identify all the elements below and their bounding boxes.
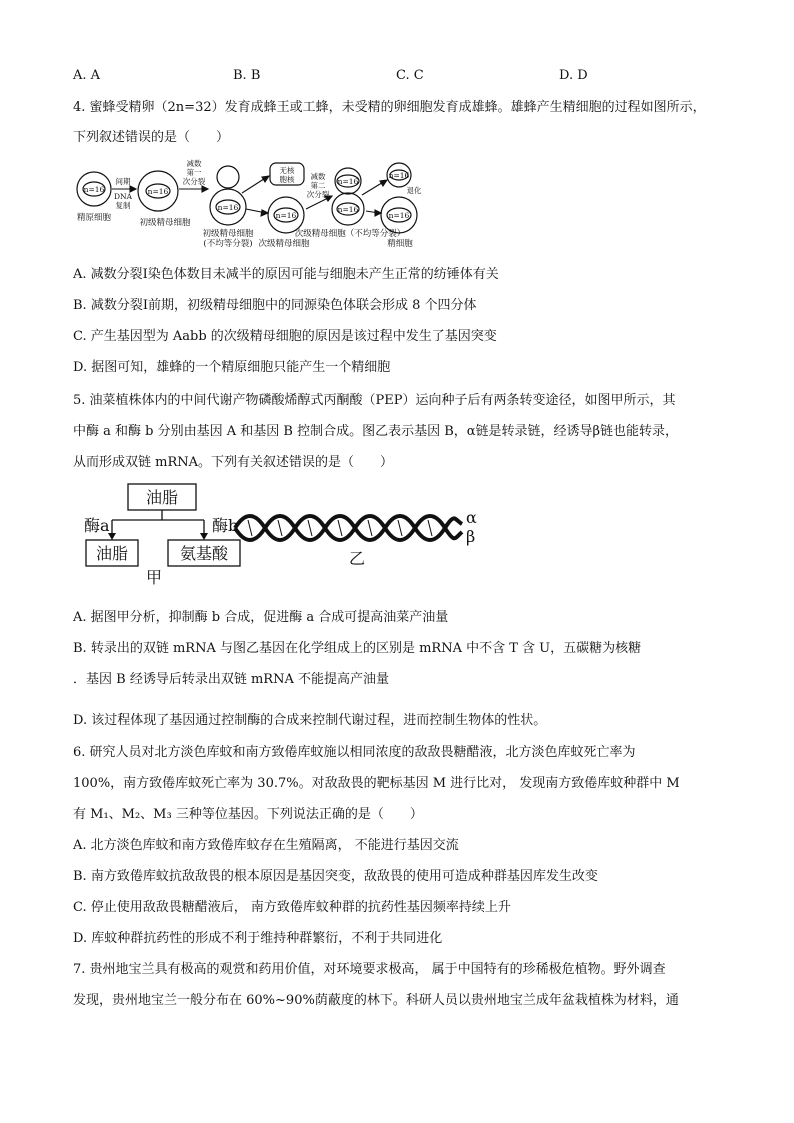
q5-option-c: ．基因 B 经诱导后转录出双链 mRNA 不能提高产油量 [73, 672, 389, 687]
label-n16-degenerate: n=16 [388, 171, 410, 180]
q4-stem-line1: 4. 蜜蜂受精卵（2n=32）发育成蜂王或工蜂，未受精的卵细胞发育成雄蜂。雄蜂产生精细胞的过程如图所示， [73, 100, 706, 115]
label-enzyme-a: 酶a [84, 516, 110, 535]
q7-stem-line1: 7. 贵州地宝兰具有极高的观赏和药用价值，对环境要求极高， 属于中国特有的珍稀极危植物。野外调查 [73, 962, 666, 977]
q4-stem-line2: 下列叙述错误的是（ ） [73, 130, 230, 145]
label-unequal-note: (不均等分裂) [203, 239, 253, 249]
q6-stem-line3: 有 M₁、M₂、M₃ 三种等位基因。下列说法正确的是（ ） [73, 807, 423, 822]
label-secondary-cell: 次级精母细胞 [258, 239, 310, 249]
label-right-box: 氨基酸 [179, 544, 229, 563]
q5-figure [80, 480, 490, 590]
q6-option-b: B. 南方致倦库蚊抗敌敌畏的根本原因是基因突变，敌敌畏的使用可造成种群基因库发生改变 [73, 869, 598, 884]
label-alpha: α [466, 508, 477, 527]
q5-option-b: B. 转录出的双链 mRNA 与图乙基因在化学组成上的区别是 mRNA 中不含 T 含 U，五碳糖为核糖 [73, 641, 642, 656]
label-meiosis2-b: 第二 [310, 181, 326, 190]
q6-option-a: A. 北方淡色库蚊和南方致倦库蚊存在生殖隔离， 不能进行基因交流 [73, 838, 459, 853]
q7-stem-line2: 发现，贵州地宝兰一般分布在 60%~90%荫蔽度的林下。科研人员以贵州地宝兰成年盆栽植株为材料，通 [73, 993, 679, 1008]
label-primary-cell: 初级精母细胞 [139, 218, 191, 228]
label-meiosis1-a: 减数 [186, 159, 202, 168]
label-left-box: 油脂 [95, 544, 129, 563]
label-n16-div-top: n=16 [337, 177, 359, 186]
label-beta: β [466, 527, 476, 546]
label-enzyme-b: 酶b [212, 516, 239, 535]
label-n16-div-bottom: n=16 [337, 205, 359, 214]
label-anucleate-b: 胞核 [279, 175, 295, 184]
q4-option-d: D. 据图可知，雄蜂的一个精原细胞只能产生一个精细胞 [73, 360, 391, 375]
label-degenerate: 退化 [406, 186, 422, 195]
label-n16-secondary: n=16 [275, 211, 297, 220]
label-dna: DNA [114, 192, 132, 201]
q4-option-a: A. 减数分裂Ⅰ染色体数目未减半的原因可能与细胞未产生正常的纺锤体有关 [73, 267, 499, 282]
q4-meiosis-diagram [70, 157, 430, 249]
q5-stem-line2: 中酶 a 和酶 b 分别由基因 A 和基因 B 控制合成。图乙表示基因 B，α链是转录链，经诱导β链也能转录， [73, 424, 679, 439]
prev-option-d: D. D [559, 68, 588, 83]
q5-option-d: D. 该过程体现了基因通过控制酶的合成来控制代谢过程，进而控制生物体的性状。 [73, 713, 547, 728]
q6-stem-line2: 100%，南方致倦库蚊死亡率为 30.7%。对敌敌畏的靶标基因 M 进行比对， 发现南方致倦库蚊种群中 M [73, 776, 680, 791]
q6-stem-line1: 6. 研究人员对北方淡色库蚊和南方致倦库蚊施以相同浓度的敌敌畏糖醋液，北方淡色库蚊死亡率为 [73, 745, 636, 760]
q4-option-b: B. 减数分裂Ⅰ前期，初级精母细胞中的同源染色体联会形成 8 个四分体 [73, 298, 477, 313]
label-primary-unequal: 初级精母细胞 [202, 229, 254, 239]
label-yi: 乙 [348, 549, 366, 568]
q4-option-c: C. 产生基因型为 Aabb 的次级精母细胞的原因是该过程中发生了基因突变 [73, 329, 497, 344]
q5-option-a: A. 据图甲分析，抑制酶 b 合成，促进酶 a 合成可提高油菜产油量 [73, 610, 449, 625]
label-n16-dividing: n=16 [217, 203, 239, 212]
label-n16-sperm: n=16 [388, 211, 410, 220]
prev-option-c: C. C [396, 68, 424, 83]
arrow-head-right [200, 533, 208, 540]
prev-option-b: B. B [233, 68, 261, 83]
label-sperm: 精细胞 [387, 239, 413, 249]
label-jia: 甲 [145, 568, 163, 587]
label-secondary-unequal: 次级精母细胞（不均等分裂） [294, 229, 406, 239]
label-meiosis1-b: 第一 [186, 168, 202, 177]
dividing-bud [217, 166, 239, 188]
q5-stem-line1: 5. 油菜植株体内的中间代谢产物磷酸烯醇式丙酮酸（PEP）运向种子后有两条转变途径，如图甲所示，其 [73, 393, 676, 408]
q6-option-d: D. 库蚊种群抗药性的形成不利于维持种群繁衍，不利于共同进化 [73, 931, 443, 946]
label-interphase: 间期 [115, 177, 131, 186]
label-spermatogonium: 精原细胞 [76, 213, 112, 223]
label-meiosis2-a: 减数 [310, 172, 326, 181]
prev-question-options [73, 66, 724, 86]
label-top-box: 油脂 [145, 488, 179, 507]
prev-option-a: A. A [73, 68, 101, 83]
label-n16-spermatogonium: n=16 [83, 185, 105, 194]
label-meiosis1-c: 次分裂 [182, 177, 206, 186]
dna-base-pairs [248, 520, 432, 536]
label-replication: 复制 [115, 201, 131, 210]
q6-option-c: C. 停止使用敌敌畏糖醋液后， 南方致倦库蚊种群的抗药性基因频率持续上升 [73, 900, 511, 915]
q5-stem-line3: 从而形成双链 mRNA。下列有关叙述错误的是（ ） [73, 455, 394, 470]
label-n16-primary: n=16 [147, 187, 169, 196]
label-meiosis2-c: 次分裂 [306, 190, 330, 199]
label-anucleate-a: 无核 [279, 166, 295, 175]
